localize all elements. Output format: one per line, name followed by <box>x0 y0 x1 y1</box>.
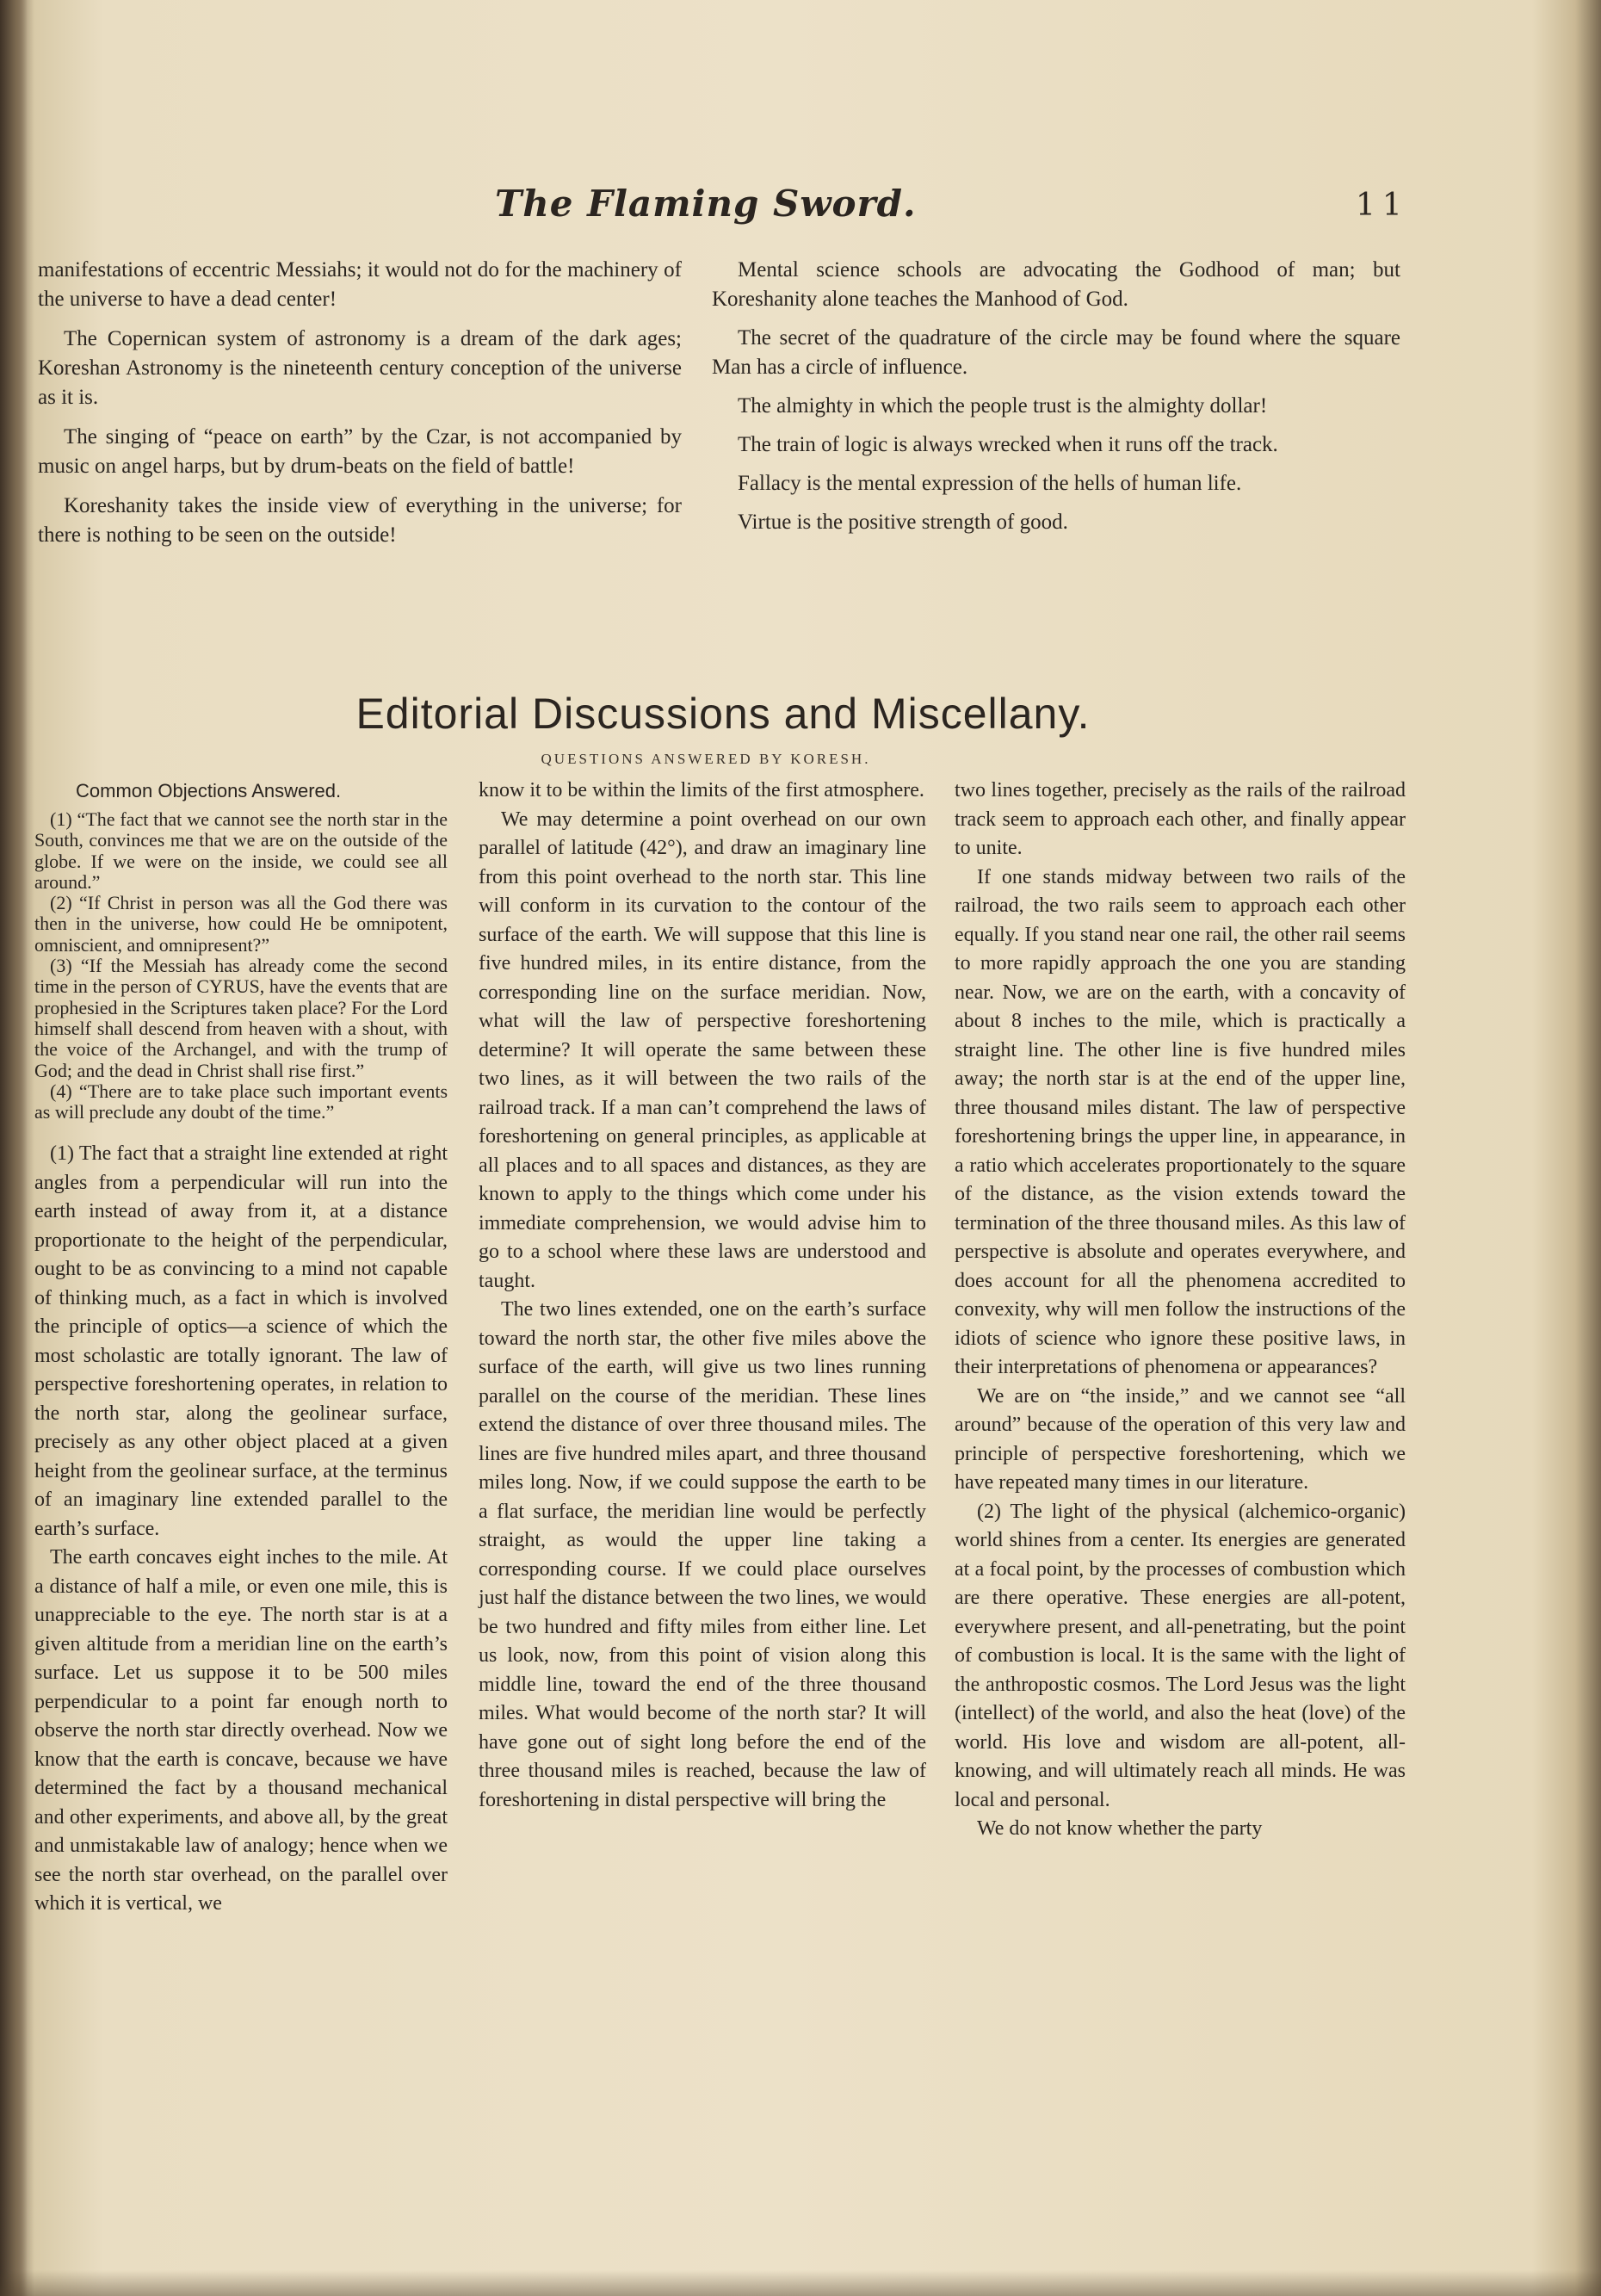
article-column-2 <box>479 777 926 1815</box>
objection: (4) “There are to take place such important events as will preclude any doubt of the time.” <box>34 1080 448 1123</box>
running-title: The Flaming Sword. <box>495 183 917 225</box>
objections-list <box>34 809 448 1123</box>
objection: (3) “If the Messiah has already come the second time in the person of CYRUS, have the events that are prophesied in the Scriptures taken place? For the Lord himself shall descend from heaven with a shout, with the voice of the Archangel, and with the trump of God; and the dead in Christ shall rise first.” <box>34 955 448 1081</box>
paragraph: The train of logic is always wrecked when it runs off the track. <box>738 433 1278 456</box>
paragraph: Fallacy is the mental expression of the hells of human life. <box>738 472 1242 495</box>
paragraph: Mental science schools are advocating the Godhood of man; but Koreshanity alone teaches the Manhood of God. <box>712 258 1400 311</box>
paragraph: Virtue is the positive strength of good. <box>738 511 1068 534</box>
column-subheading: Common Objections Answered. <box>76 780 342 801</box>
paragraph: We are on “the inside,” and we cannot see “all around” because of the operation of this very law and principle of perspective foreshortening, which we have repeated many times in our literature. <box>955 1384 1406 1494</box>
paragraph: manifestations of eccentric Messiahs; it would not do for the machinery of the universe to have a dead center! <box>38 258 682 311</box>
binding-edge <box>0 0 28 2296</box>
paragraph: two lines together, precisely as the rails of the railroad track seem to approach each other, and finally appear to unite. <box>955 779 1406 859</box>
top-left-column <box>38 256 682 560</box>
objection: (1) “The fact that we cannot see the north star in the South, convinces me that we are on the outside of the globe. If we were on the inside, we could see all around.” <box>34 808 448 893</box>
answers-body <box>34 1140 448 1919</box>
paragraph: (2) The light of the physical (alchemico-organic) world shines from a center. Its energies are generated at a focal point, by the processes of combustion which are there operative. These energies are all-potent, everywhere present, and all-penetrating, but the point of combustion is local. It is the same with the light of the anthropostic cosmos. The Lord Jesus was the light (intellect) of the world, and also the heat (love) of the world. His love and wisdom are all-potent, all-knowing, and will ultimately reach all minds. He was local and personal. <box>955 1500 1406 1811</box>
paragraph: The two lines extended, one on the earth’s surface toward the north star, the other five miles above the surface of the earth, will give us two lines running parallel on the course of the meridian. These lines extend the distance of over three thousand miles. The lines are five hundred miles apart, and three thousand miles long. Now, if we could suppose the earth to be a flat surface, the meridian line would be perfectly straight, as would the upper line taking a corresponding course. If we could place ourselves just half the distance between the two lines, we would be two hundred and fifty miles from either line. Let us look, now, from this point of vision along this middle line, toward the end of the three thousand miles. What would become of the north star? It will have gone out of sight long before the end of the three thousand miles is reached, because the law of foreshortening in distal perspective will bring the <box>479 1298 926 1811</box>
paragraph: We may determine a point overhead on our own parallel of latitude (42°), and draw an imaginary line from this point overhead to the north star. This line will conform in its curvation to the contour of the surface of the earth. We will suppose that this line is five hundred miles, in its entire distance, from the corresponding line on the surface meridian. Now, what will the law of perspective foreshortening determine? It will operate the same between these two lines, as it will between the two rails of the railroad track. If a man can’t comprehend the laws of foreshortening on general principles, as applicable at all places and to all spaces and distances, as they are known to apply to the things which come under his immediate comprehension, we would advise him to go to a school where these laws are understood and taught. <box>479 808 926 1292</box>
section-heading: Editorial Discussions and Miscellany. <box>355 690 1091 738</box>
paragraph: The Copernican system of astronomy is a dream of the dark ages; Koreshan Astronomy is the nineteenth century conception of the universe as it is. <box>38 327 682 409</box>
paragraph: know it to be within the limits of the first atmosphere. <box>479 779 924 801</box>
article-column-3 <box>955 777 1406 1844</box>
paragraph: (1) The fact that a straight line extended at right angles from a perpendicular will run into the earth instead of away from it, at a distance proportionate to the height of the perpendicular, ought to be as convincing to a mind not capable of thinking much, as a fact in which is involved the principle of optics—a science of which the most scholastic are totally ignorant. The law of perspective foreshortening operates, in relation to the north star, along the geolinear surface, precisely as any other object placed at a given height from the geolinear surface, at the terminus of an imaginary line extended parallel to the earth’s surface. <box>34 1142 448 1540</box>
paragraph: The singing of “peace on earth” by the Czar, is not accompanied by music on angel harps, but by drum-beats on the field of battle! <box>38 425 682 478</box>
paragraph: If one stands midway between two rails of the railroad, the two rails seem to approach each other equally. If you stand near one rail, the other rail seems to more rapidly approach the one you are standing near. Now, we are on the earth, with a concavity of about 8 inches to the mile, which is practically a straight line. The other line is five hundred miles away; the north star is at the end of the upper line, three thousand miles distant. The law of perspective foreshortening brings the upper line, in appearance, in a ratio which accelerates proportionately to the square of the distance, as the vision extends toward the termination of the three thousand miles. As this law of perspective is absolute and operates everywhere, and does account for all the phenomena accredited to convexity, why will men follow the instructions of the idiots of science who ignore these positive laws, in their interpretations of phenomena or appearances? <box>955 865 1406 1378</box>
objection: (2) “If Christ in person was all the God there was then in the universe, how could He be omnipotent, omniscient, and omnipresent?” <box>34 892 448 956</box>
paragraph: Koreshanity takes the inside view of everything in the universe; for there is nothing to be seen on the outside! <box>38 494 682 547</box>
section-subheading: QUESTIONS ANSWERED BY KORESH. <box>541 751 871 767</box>
article-column-1 <box>34 779 448 1919</box>
paragraph: The almighty in which the people trust is the almighty dollar! <box>738 394 1268 418</box>
paragraph: We do not know whether the party <box>977 1817 1263 1840</box>
paragraph: The secret of the quadrature of the circle may be found where the square Man has a circle of influence. <box>712 326 1400 379</box>
paragraph: The earth concaves eight inches to the mile. At a distance of half a mile, or even one mile, this is unappreciable to the eye. The north star is at a given altitude from a meridian line on the earth’s surface. Let us suppose it to be 500 miles perpendicular to a point far enough north to observe the north star directly overhead. Now we know that the earth is concave, because we have determined the fact by a thousand mechanical and other experiments, and above all, by the great and unmistakable law of analogy; hence when we see the north star overhead, on the parallel over which it is vertical, we <box>34 1546 448 1915</box>
page-bottom-edge <box>0 2270 1601 2296</box>
page-number: 11 <box>1356 188 1409 223</box>
top-right-column <box>712 256 1400 547</box>
